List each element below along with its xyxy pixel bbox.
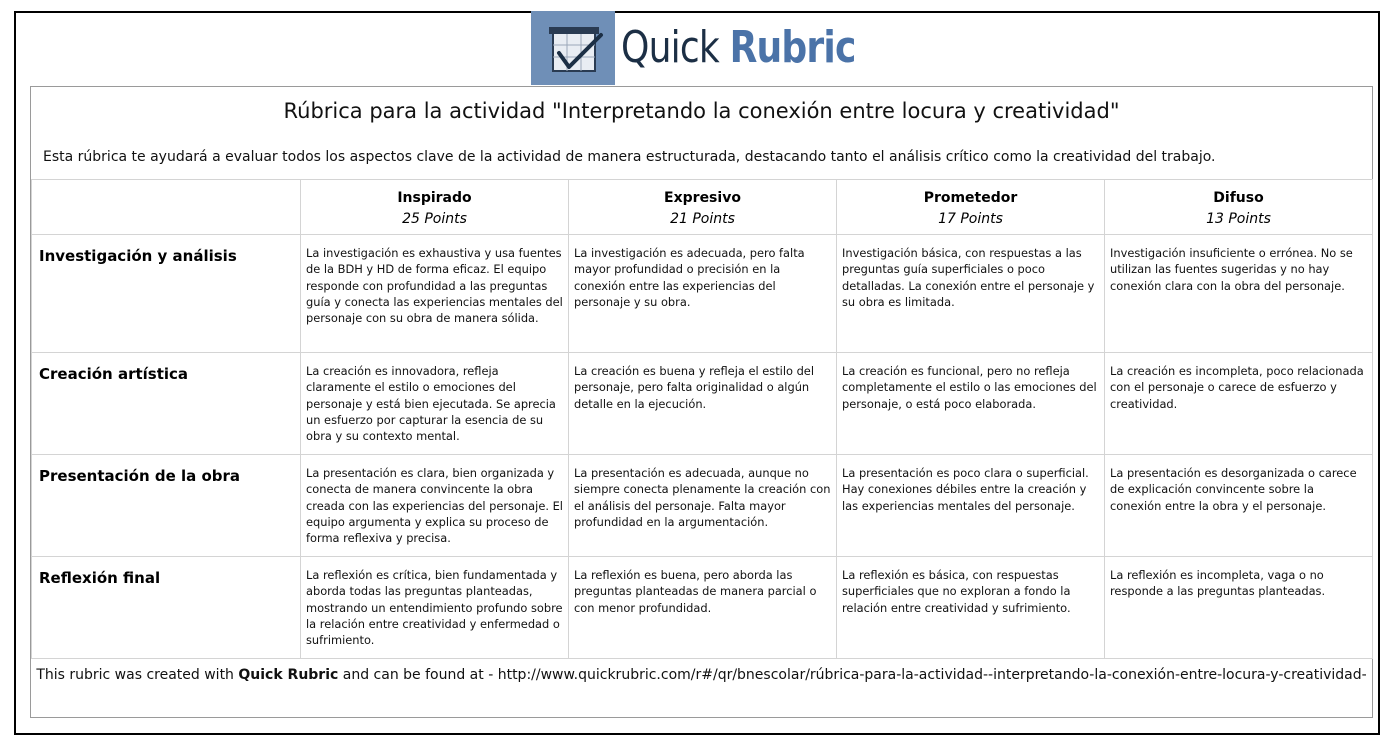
criterion-cell: La reflexión es básica, con respuestas superficiales que no exploran a fondo la relación entre creatividad y sufrimiento. — [837, 557, 1105, 659]
header-empty-cell — [32, 180, 301, 235]
criterion-cell: La presentación es poco clara o superficial. Hay conexiones débiles entre la creación y las experiencias mentales del personaje. — [837, 455, 1105, 557]
rubric-footer — [31, 663, 1372, 688]
rubric-checkmark-icon — [531, 11, 615, 85]
rubric-table — [31, 179, 1373, 659]
criterion-cell: La reflexión es incompleta, vaga o no responde a las preguntas planteadas. — [1105, 557, 1373, 659]
level-header-difuso — [1105, 180, 1373, 235]
rubric-description: Esta rúbrica te ayudará a evaluar todos los aspectos clave de la actividad de manera estructurada, destacando tanto el análisis crítico como la creatividad del trabajo. — [43, 149, 1216, 165]
level-name: Inspirado — [397, 190, 472, 206]
criterion-name: Reflexión final — [32, 557, 301, 659]
criterion-cell: La reflexión es buena, pero aborda las preguntas planteadas de manera parcial o con menor profundidad. — [569, 557, 837, 659]
criterion-row-presentacion — [32, 455, 1373, 557]
criterion-cell: La creación es funcional, pero no refleja completamente el estilo o las emociones del personaje, o está poco elaborada. — [837, 353, 1105, 455]
criterion-cell: La presentación es clara, bien organizada y conecta de manera convincente la obra creada con las experiencias del personaje. El equipo argumenta y explica su proceso de forma reflexiva y precisa. — [301, 455, 569, 557]
criterion-cell: La reflexión es crítica, bien fundamentada y aborda todas las preguntas planteadas, mostrando un entendimiento profundo sobre la relación entre creatividad y enfermedad o sufrimiento. — [301, 557, 569, 659]
quick-rubric-logo — [531, 11, 907, 85]
footer-brand: Quick Rubric — [238, 667, 339, 683]
level-name: Expresivo — [664, 190, 741, 206]
criterion-cell: La presentación es desorganizada o carece de explicación convincente sobre la conexión entre la obra y el personaje. — [1105, 455, 1373, 557]
logo-word-rubric: Rubric — [729, 22, 856, 73]
level-header-expresivo — [569, 180, 837, 235]
criterion-cell: La investigación es exhaustiva y usa fuentes de la BDH y HD de forma eficaz. El equipo responde con profundidad a las preguntas guía y conecta las experiencias mentales del personaje con su obra de manera sólida. — [301, 235, 569, 353]
criterion-row-creacion — [32, 353, 1373, 455]
level-points: 25 Points — [402, 211, 467, 227]
level-name: Prometedor — [923, 190, 1018, 206]
footer-url: http://www.quickrubric.com/r#/qr/bnescolar/rúbrica-para-la-actividad--interpretando-la-conexión-entre-locura-y-creatividad- — [497, 667, 1367, 683]
criterion-cell: La creación es innovadora, refleja claramente el estilo o emociones del personaje y está bien ejecutada. Se aprecia un esfuerzo por capturar la esencia de su obra y su contexto mental. — [301, 353, 569, 455]
criterion-cell: Investigación insuficiente o errónea. No se utilizan las fuentes sugeridas y no hay conexión clara con la obra del personaje. — [1105, 235, 1373, 353]
footer-middle: and can be found at - — [338, 667, 498, 683]
footer-prefix: This rubric was created with — [36, 667, 239, 683]
criterion-row-investigacion — [32, 235, 1373, 353]
criterion-row-reflexion — [32, 557, 1373, 659]
level-header-inspirado — [301, 180, 569, 235]
criterion-name: Presentación de la obra — [32, 455, 301, 557]
criterion-cell: La creación es buena y refleja el estilo del personaje, pero falta originalidad o algún detalle en la ejecución. — [569, 353, 837, 455]
level-points: 13 Points — [1206, 211, 1271, 227]
criterion-cell: La creación es incompleta, poco relacionada con el personaje o carece de esfuerzo y creatividad. — [1105, 353, 1373, 455]
level-header-prometedor — [837, 180, 1105, 235]
logo-word-quick: Quick — [621, 22, 719, 73]
criterion-cell: La presentación es adecuada, aunque no siempre conecta plenamente la creación con el análisis del personaje. Falta mayor profundidad en la argumentación. — [569, 455, 837, 557]
criterion-name: Creación artística — [32, 353, 301, 455]
level-name: Difuso — [1213, 190, 1264, 206]
level-points: 21 Points — [670, 211, 735, 227]
criterion-name: Investigación y análisis — [32, 235, 301, 353]
level-points: 17 Points — [938, 211, 1003, 227]
criterion-cell: La investigación es adecuada, pero falta mayor profundidad o precisión en la conexión entre las experiencias del personaje y su obra. — [569, 235, 837, 353]
logo-wordmark — [621, 11, 856, 85]
rubric-title: Rúbrica para la actividad "Interpretando la conexión entre locura y creatividad" — [283, 99, 1120, 123]
rubric-container — [30, 86, 1373, 718]
levels-header-row — [32, 180, 1373, 235]
criterion-cell: Investigación básica, con respuestas a las preguntas guía superficiales o poco detalladas. La conexión entre el personaje y su obra es limitada. — [837, 235, 1105, 353]
